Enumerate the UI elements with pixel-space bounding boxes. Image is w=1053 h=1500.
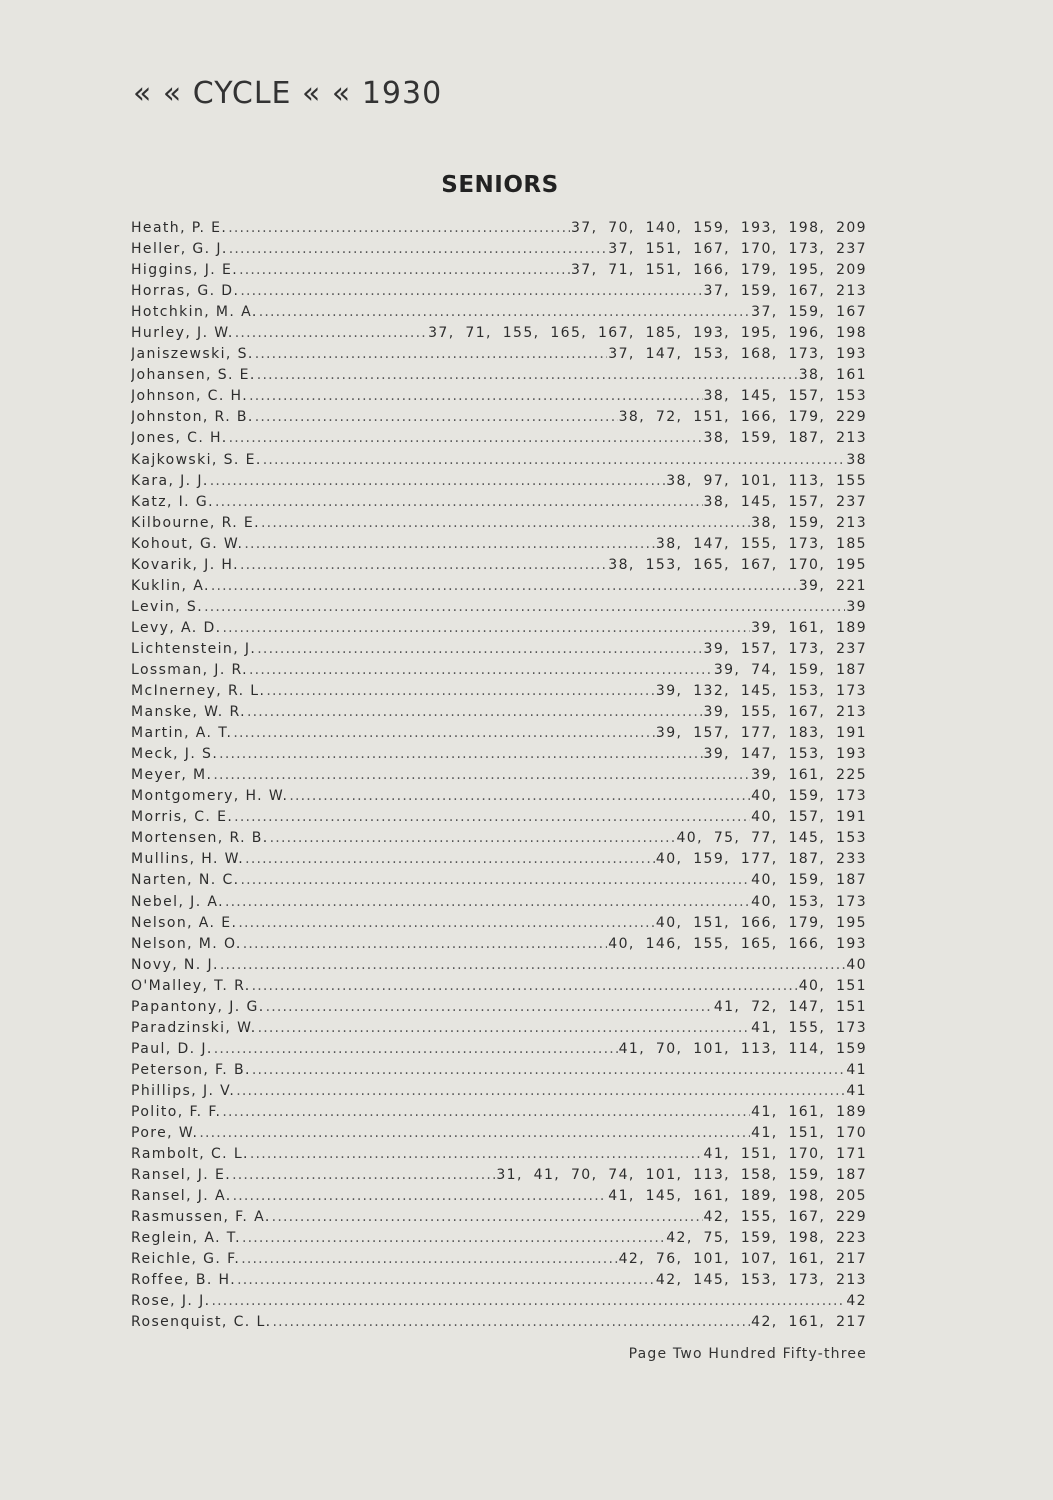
dot-leader <box>243 934 608 955</box>
dot-leader <box>211 576 798 597</box>
entry-name: Hurley, J. W. <box>131 325 234 342</box>
entry-pages: 39, 221 <box>798 577 867 594</box>
dot-leader <box>240 281 702 302</box>
entry-name: Janiszewski, S. <box>131 346 254 363</box>
dot-leader <box>242 1228 665 1249</box>
entry-pages: 38, 97, 101, 113, 155 <box>666 472 867 489</box>
entry-pages: 40, 159, 173 <box>751 788 867 805</box>
entry-pages: 41, 145, 161, 189, 198, 205 <box>608 1188 867 1205</box>
entry-pages: 41 <box>846 1061 867 1078</box>
entry-pages: 37, 71, 155, 165, 167, 185, 193, 195, 196, 198 <box>428 325 867 342</box>
entry-name: Katz, I. G. <box>131 493 214 510</box>
entry-pages: 41 <box>846 1082 867 1099</box>
entry-name: Montgomery, H. W. <box>131 788 289 805</box>
entry-pages: 38, 159, 187, 213 <box>703 430 867 447</box>
entry-name: Lossman, J. R. <box>131 661 249 678</box>
entry-pages: 39, 132, 145, 153, 173 <box>655 683 867 700</box>
dot-leader <box>247 702 703 723</box>
index-entry <box>131 471 867 492</box>
entry-name: McInerney, R. L. <box>131 683 266 700</box>
entry-pages: 39, 161, 189 <box>751 619 867 636</box>
entry-pages: 38, 161 <box>798 367 867 384</box>
dot-leader <box>263 450 846 471</box>
entry-pages: 39, 157, 173, 237 <box>703 640 867 657</box>
entry-name: Peterson, F. B. <box>131 1061 251 1078</box>
dot-leader <box>255 407 618 428</box>
section-title: SENIORS <box>441 172 559 198</box>
entry-pages: 38, 153, 165, 167, 170, 195 <box>608 556 867 573</box>
index-entry <box>131 786 867 807</box>
entry-pages: 39, 161, 225 <box>751 767 867 784</box>
dot-leader <box>289 786 750 807</box>
index-entry <box>131 807 867 828</box>
index-entry <box>131 1312 867 1333</box>
index-entry <box>131 723 867 744</box>
entry-pages: 42, 145, 153, 173, 213 <box>655 1272 867 1289</box>
entry-pages: 42, 161, 217 <box>751 1314 867 1331</box>
index-entry <box>131 260 867 281</box>
entry-pages: 41, 70, 101, 113, 114, 159 <box>618 1040 867 1057</box>
index-entry <box>131 639 867 660</box>
dot-leader <box>235 323 427 344</box>
entry-pages: 37, 147, 153, 168, 173, 193 <box>608 346 867 363</box>
entry-pages: 41, 151, 170, 171 <box>703 1146 867 1163</box>
entry-pages: 40, 75, 77, 145, 153 <box>676 830 867 847</box>
index-entry <box>131 1228 867 1249</box>
index-entry <box>131 450 867 471</box>
entry-name: Rose, J. J. <box>131 1293 211 1310</box>
index-entry <box>131 934 867 955</box>
dot-leader <box>250 1144 703 1165</box>
index-entry <box>131 1165 867 1186</box>
entry-name: Nelson, A. E. <box>131 914 238 931</box>
dot-leader <box>266 681 655 702</box>
index-entry <box>131 513 867 534</box>
index-entry <box>131 576 867 597</box>
senior-index-list <box>131 218 867 1333</box>
dot-leader <box>249 660 713 681</box>
index-entry <box>131 218 867 239</box>
dot-leader <box>241 1249 617 1270</box>
dot-leader <box>245 849 655 870</box>
dot-leader <box>258 1018 751 1039</box>
index-entry <box>131 365 867 386</box>
dot-leader <box>229 239 608 260</box>
entry-name: Narten, N. C. <box>131 872 240 889</box>
dot-leader <box>234 807 750 828</box>
dot-leader <box>272 1207 703 1228</box>
entry-pages: 39 <box>846 598 867 615</box>
entry-name: Ransel, J. E. <box>131 1167 232 1184</box>
entry-pages: 39, 155, 167, 213 <box>703 704 867 721</box>
index-entry <box>131 870 867 891</box>
index-entry <box>131 1018 867 1039</box>
dot-leader <box>273 1312 751 1333</box>
entry-name: Ransel, J. A. <box>131 1188 232 1205</box>
entry-name: Johansen, S. E. <box>131 367 256 384</box>
dot-leader <box>215 492 703 513</box>
entry-name: Paul, D. J. <box>131 1040 213 1057</box>
entry-name: Levy, A. D. <box>131 619 222 636</box>
entry-name: Novy, N. J. <box>131 956 219 973</box>
dot-leader <box>214 1039 618 1060</box>
index-entry <box>131 913 867 934</box>
index-entry <box>131 597 867 618</box>
entry-name: Paradzinski, W. <box>131 1019 257 1036</box>
entry-name: Mortensen, R. B. <box>131 830 269 847</box>
entry-name: Rasmussen, F. A. <box>131 1209 271 1226</box>
entry-pages: 38, 145, 157, 153 <box>703 388 867 405</box>
index-entry <box>131 386 867 407</box>
entry-pages: 42, 76, 101, 107, 161, 217 <box>618 1251 867 1268</box>
index-entry <box>131 702 867 723</box>
entry-pages: 37, 159, 167 <box>751 304 867 321</box>
entry-name: Morris, C. E. <box>131 809 234 826</box>
entry-name: Kilbourne, R. E. <box>131 514 261 531</box>
dot-leader <box>232 1165 495 1186</box>
entry-pages: 37, 151, 167, 170, 173, 237 <box>608 241 867 258</box>
entry-name: Papantony, J. G. <box>131 998 265 1015</box>
dot-leader <box>220 955 846 976</box>
entry-name: Nebel, J. A. <box>131 893 224 910</box>
dot-leader <box>223 618 751 639</box>
dot-leader <box>225 892 750 913</box>
index-entry <box>131 323 867 344</box>
entry-name: Kajkowski, S. E. <box>131 451 262 468</box>
dot-leader <box>210 471 665 492</box>
dot-leader <box>240 555 607 576</box>
index-entry <box>131 765 867 786</box>
index-entry <box>131 1123 867 1144</box>
entry-pages: 40 <box>846 956 867 973</box>
dot-leader <box>255 344 608 365</box>
dot-leader <box>270 828 676 849</box>
entry-name: Kovarik, J. H. <box>131 556 239 573</box>
entry-name: Higgins, J. E. <box>131 262 239 279</box>
dot-leader <box>238 913 655 934</box>
entry-name: Heller, G. J. <box>131 241 228 258</box>
entry-pages: 38, 147, 155, 173, 185 <box>655 535 867 552</box>
entry-name: Manske, W. R. <box>131 704 246 721</box>
entry-name: Meyer, M. <box>131 767 213 784</box>
entry-pages: 40, 151 <box>798 977 867 994</box>
index-entry <box>131 997 867 1018</box>
index-entry <box>131 534 867 555</box>
page-folio: Page Two Hundred Fifty-three <box>628 1346 867 1362</box>
index-entry <box>131 849 867 870</box>
entry-pages: 37, 70, 140, 159, 193, 198, 209 <box>570 220 867 236</box>
entry-pages: 31, 41, 70, 74, 101, 113, 158, 159, 187 <box>496 1167 867 1184</box>
dot-leader <box>257 365 798 386</box>
index-entry <box>131 302 867 323</box>
dot-leader <box>261 513 750 534</box>
index-entry <box>131 1207 867 1228</box>
entry-pages: 40, 159, 177, 187, 233 <box>655 851 867 868</box>
dot-leader <box>239 260 570 281</box>
index-entry <box>131 428 867 449</box>
index-entry <box>131 828 867 849</box>
index-entry <box>131 1081 867 1102</box>
entry-name: Polito, F. F. <box>131 1103 222 1120</box>
entry-pages: 41, 161, 189 <box>751 1103 867 1120</box>
index-entry <box>131 681 867 702</box>
entry-name: Hotchkin, M. A. <box>131 304 258 321</box>
entry-name: Johnson, C. H. <box>131 388 249 405</box>
entry-pages: 41, 72, 147, 151 <box>713 998 867 1015</box>
index-entry <box>131 239 867 260</box>
index-entry <box>131 892 867 913</box>
dot-leader <box>252 1060 846 1081</box>
index-entry <box>131 1102 867 1123</box>
dot-leader <box>236 1081 845 1102</box>
index-entry <box>131 344 867 365</box>
entry-name: Reichle, G. F. <box>131 1251 241 1268</box>
entry-pages: 40, 146, 155, 165, 166, 193 <box>608 935 867 952</box>
dot-leader <box>249 386 702 407</box>
entry-name: Rambolt, C. L. <box>131 1146 249 1163</box>
entry-name: Rosenquist, C. L. <box>131 1314 272 1331</box>
entry-name: Meck, J. S. <box>131 746 219 763</box>
entry-name: Kohout, G. W. <box>131 535 244 552</box>
entry-name: Martin, A. T. <box>131 725 233 742</box>
entry-name: Nelson, M. O. <box>131 935 242 952</box>
index-entry <box>131 492 867 513</box>
index-entry <box>131 1144 867 1165</box>
index-entry <box>131 976 867 997</box>
entry-pages: 37, 71, 151, 166, 179, 195, 209 <box>570 262 867 279</box>
index-entry <box>131 555 867 576</box>
entry-pages: 40, 157, 191 <box>751 809 867 826</box>
dot-leader <box>233 723 655 744</box>
index-entry <box>131 1291 867 1312</box>
dot-leader <box>257 639 702 660</box>
entry-pages: 41, 155, 173 <box>751 1019 867 1036</box>
entry-name: Jones, C. H. <box>131 430 228 447</box>
entry-pages: 38, 159, 213 <box>751 514 867 531</box>
entry-name: Heath, P. E. <box>131 220 228 236</box>
entry-name: Kuklin, A. <box>131 577 210 594</box>
entry-name: Reglein, A. T. <box>131 1230 241 1247</box>
dot-leader <box>222 1102 750 1123</box>
index-entry <box>131 618 867 639</box>
dot-leader <box>229 428 703 449</box>
dot-leader <box>259 302 750 323</box>
index-entry <box>131 744 867 765</box>
dot-leader <box>228 218 570 239</box>
entry-name: Levin, S. <box>131 598 204 615</box>
entry-pages: 37, 159, 167, 213 <box>703 283 867 300</box>
entry-name: Pore, W. <box>131 1125 199 1142</box>
entry-pages: 41, 151, 170 <box>751 1125 867 1142</box>
entry-pages: 42 <box>846 1293 867 1310</box>
index-entry <box>131 281 867 302</box>
dot-leader <box>252 976 798 997</box>
index-entry <box>131 955 867 976</box>
entry-pages: 40, 151, 166, 179, 195 <box>655 914 867 931</box>
entry-pages: 42, 155, 167, 229 <box>703 1209 867 1226</box>
entry-pages: 40, 159, 187 <box>751 872 867 889</box>
index-entry <box>131 1186 867 1207</box>
entry-name: Lichtenstein, J. <box>131 640 257 657</box>
dot-leader <box>213 765 750 786</box>
entry-name: Kara, J. J. <box>131 472 209 489</box>
index-entry <box>131 407 867 428</box>
dot-leader <box>199 1123 750 1144</box>
entry-name: Johnston, R. B. <box>131 409 254 426</box>
entry-pages: 39, 147, 153, 193 <box>703 746 867 763</box>
dot-leader <box>244 534 655 555</box>
entry-pages: 39, 157, 177, 183, 191 <box>655 725 867 742</box>
index-entry <box>131 1270 867 1291</box>
index-entry <box>131 1249 867 1270</box>
index-entry <box>131 660 867 681</box>
entry-name: Mullins, H. W. <box>131 851 245 868</box>
entry-name: Phillips, J. V. <box>131 1082 236 1099</box>
dot-leader <box>240 870 750 891</box>
index-entry <box>131 1060 867 1081</box>
dot-leader <box>219 744 702 765</box>
entry-name: Roffee, B. H. <box>131 1272 237 1289</box>
entry-pages: 40, 153, 173 <box>751 893 867 910</box>
entry-pages: 38 <box>846 451 867 468</box>
running-head: « « CYCLE « « 1930 <box>133 76 443 111</box>
entry-pages: 38, 145, 157, 237 <box>703 493 867 510</box>
entry-name: Horras, G. D. <box>131 283 240 300</box>
index-entry <box>131 1039 867 1060</box>
dot-leader <box>204 597 845 618</box>
entry-name: O'Malley, T. R. <box>131 977 251 994</box>
dot-leader <box>233 1186 608 1207</box>
dot-leader <box>211 1291 845 1312</box>
entry-pages: 39, 74, 159, 187 <box>713 661 867 678</box>
entry-pages: 42, 75, 159, 198, 223 <box>666 1230 867 1247</box>
dot-leader <box>237 1270 655 1291</box>
dot-leader <box>266 997 713 1018</box>
entry-pages: 38, 72, 151, 166, 179, 229 <box>618 409 867 426</box>
